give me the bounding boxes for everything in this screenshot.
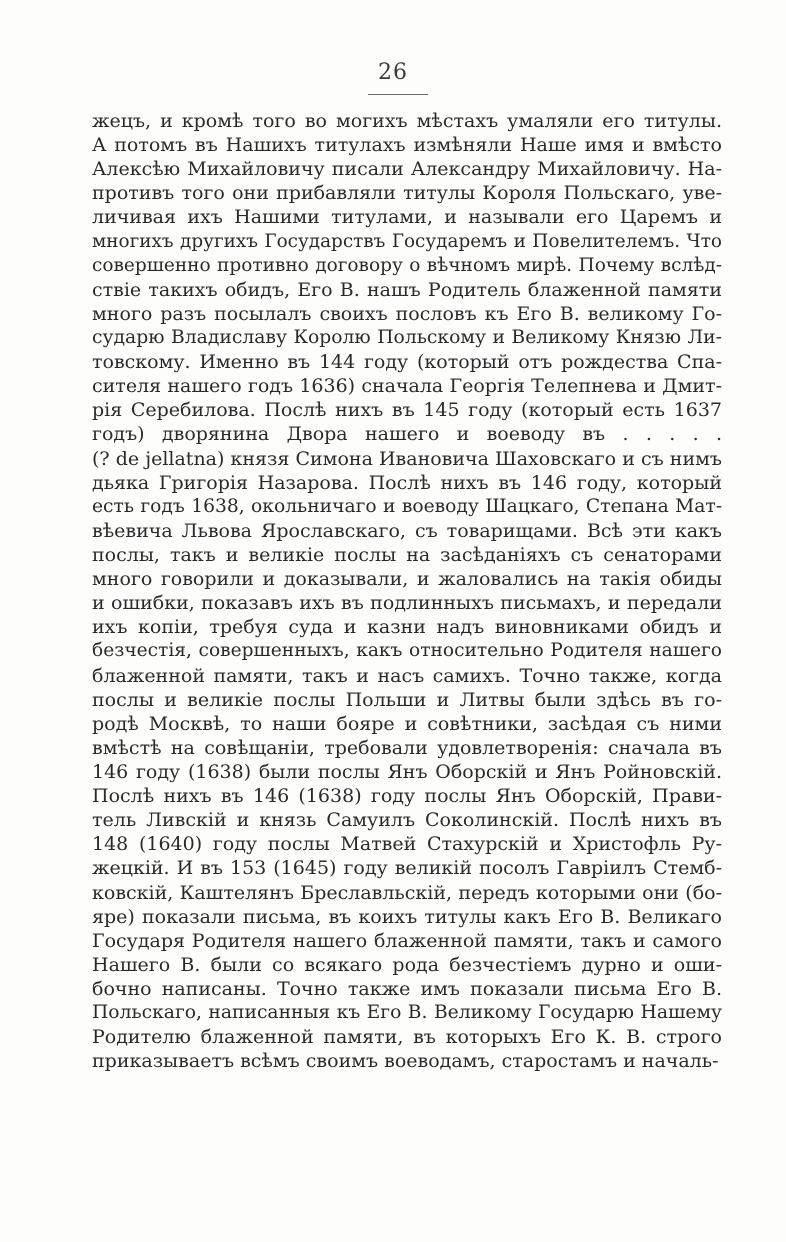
text-line: личивая ихъ Нашими титулами, и называли его Царемъ и	[92, 206, 722, 229]
page-number: 26	[378, 60, 408, 85]
text-line: Польскаго, написанныя къ Его В. Великому Государю Нашему	[92, 1002, 722, 1024]
text-line: бочно написаны. Точно также имъ показали письма Его В.	[92, 977, 722, 1000]
text-line: 146 году (1638) были послы Янъ Оборскій и Янъ Ройновскій.	[92, 760, 722, 783]
text-line: А потомъ въ Нашихъ титулахъ измѣняли Наше имя и вмѣсто	[92, 134, 722, 157]
text-line: Родителю блаженной памяти, въ которыхъ Его К. В. строго	[92, 1026, 722, 1049]
text-line: рія Серебилова. Послѣ нихъ въ 145 году (который есть 1637	[92, 399, 722, 422]
text-line: Послѣ нихъ въ 146 (1638) году послы Янъ Оборскій, Прави-	[92, 785, 722, 808]
text-line: Государя Родителя нашего блаженной памяти, такъ и самого	[92, 929, 722, 952]
text-line: и ошибки, показавъ ихъ въ подлинныхъ письмахъ, и передали	[92, 592, 722, 615]
text-line: вѣевича Львова Ярославскаго, съ товарищами. Всѣ эти какъ	[92, 519, 722, 542]
text-line: ковскій, Каштелянъ Бреславльскій, передъ которыми они (бо-	[92, 881, 722, 904]
text-line: годъ) дворянина Двора нашего и воеводу въ . . . . .	[92, 423, 722, 446]
text-line: сителя нашего годъ 1636) сначала Георгія Телепнева и Дмит-	[92, 375, 722, 398]
text-line: товскому. Именно въ 144 году (который отъ рождества Спа-	[92, 351, 722, 374]
text-line: сударю Владиславу Королю Польскому и Великому Князю Ли-	[92, 326, 722, 348]
page-number-rule	[368, 94, 428, 95]
text-line: есть годъ 1638, окольничаго и воеводу Шацкаго, Степана Мат-	[92, 495, 722, 517]
body-text	[92, 109, 722, 1073]
text-line: блаженной памяти, такъ и насъ самихъ. Точно также, когда	[92, 664, 722, 687]
text-line: совершенно противно договору о вѣчномъ мирѣ. Почему вслѣд-	[92, 254, 722, 276]
text-line: ствіе такихъ обидъ, Его В. нашъ Родитель блаженной памяти	[92, 278, 722, 301]
text-line: жецкій. И въ 153 (1645) году великій посолъ Гавріилъ Стемб-	[92, 857, 722, 880]
text-line: Алексѣю Михайловичу писали Александру Михайловичу. На-	[92, 158, 722, 181]
text-line: безчестія, совершенныхъ, какъ относительно Родителя нашего	[92, 640, 722, 662]
text-line: (? de jellatna) князя Симона Ивановича Шаховскаго и съ нимъ	[92, 447, 722, 470]
text-line: послы и великіе послы Польши и Литвы были здѣсь въ го-	[92, 688, 722, 711]
text-line: приказываетъ всѣмъ своимъ воеводамъ, старостамъ и началь-	[92, 1050, 719, 1073]
text-line: противъ того они прибавляли титулы Короля Польскаго, уве-	[92, 182, 722, 205]
text-line: много разъ посылалъ своихъ пословъ къ Его В. великому Го-	[92, 302, 722, 325]
text-line: послы, такъ и великіе послы на засѣданіяхъ съ сенаторами	[92, 543, 722, 566]
text-line: Нашего В. были со всякаго рода безчестіемъ дурно и оши-	[92, 953, 722, 976]
text-line: 148 (1640) году послы Матвей Стахурскій и Христофль Ру-	[92, 833, 722, 856]
text-line: дьяка Григорія Назарова. Послѣ нихъ въ 146 году, который	[92, 471, 722, 494]
text-line: родѣ Москвѣ, то наши бояре и совѣтники, засѣдая съ ними	[92, 712, 722, 735]
text-line: много говорили и доказывали, и жаловались на такія обиды	[92, 568, 722, 591]
text-line: яре) показали письма, въ коихъ титулы какъ Его В. Великаго	[92, 905, 722, 928]
text-line: ихъ копіи, требуя суда и казни надъ виновниками обидъ и	[92, 616, 722, 639]
text-line: вмѣстѣ на совѣщаніи, требовали удовлетворенія: сначала въ	[92, 736, 722, 759]
text-line: тель Ливскій и князь Самуилъ Соколинскій. Послѣ нихъ въ	[92, 809, 722, 832]
text-line: многихъ другихъ Государствъ Государемъ и Повелителемъ. Что	[92, 230, 722, 252]
text-line: жецъ, и кромѣ того во могихъ мѣстахъ умаляли его титулы.	[92, 110, 722, 132]
